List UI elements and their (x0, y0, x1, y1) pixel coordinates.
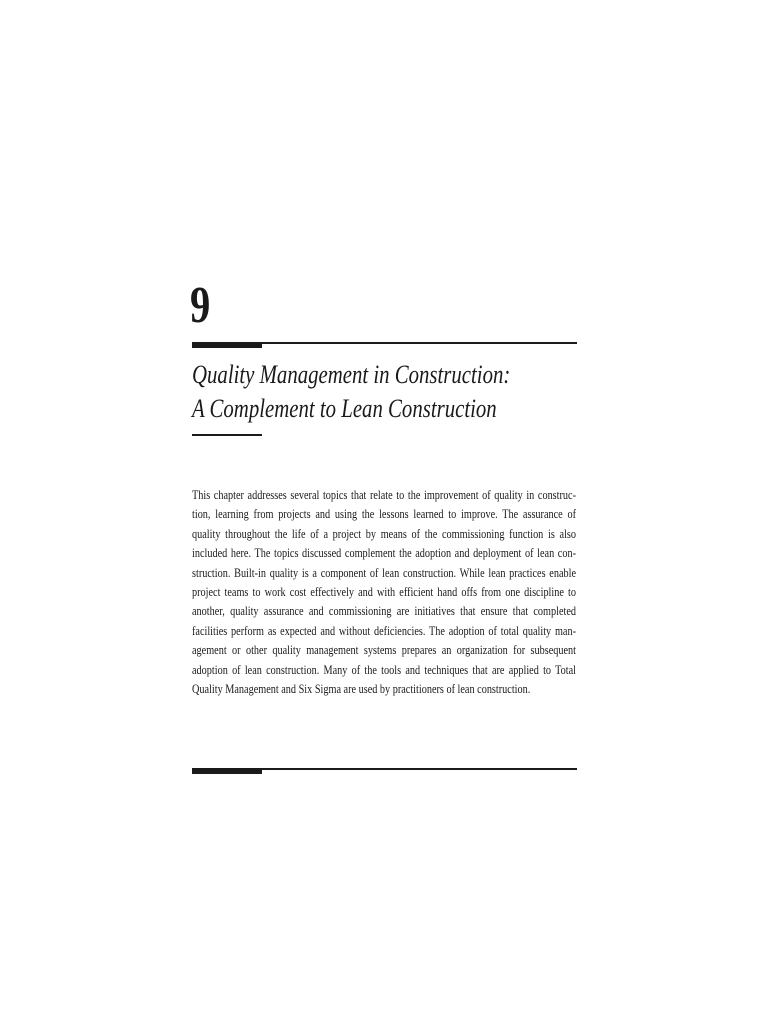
intro-line: another, quality assurance and commissioning are initiatives that ensure that completed (192, 604, 576, 619)
bottom-rule (192, 768, 577, 774)
chapter-title (192, 358, 568, 426)
intro-line: project teams to work cost effectively and with efficient hand offs from one discipline to (192, 585, 576, 600)
intro-line: Quality Management and Six Sigma are used by practitioners of lean construction. (192, 682, 531, 697)
intro-line: facilities perform as expected and without deficiencies. The adoption of total quality man- (192, 623, 576, 638)
chapter-title-line-2: A Complement to Lean Construction (192, 394, 497, 423)
bottom-rule-line (192, 768, 577, 770)
intro-line: tion, learning from projects and using the lessons learned to improve. The assurance of (192, 507, 576, 522)
title-underline (192, 434, 262, 436)
intro-line: included here. The topics discussed complement the adoption and deployment of lean con- (192, 546, 576, 561)
intro-line: quality throughout the life of a project by means of the commissioning function is also (192, 526, 576, 541)
chapter-number: 9 (190, 277, 211, 334)
top-rule (192, 342, 577, 348)
intro-line: struction. Built-in quality is a component of lean construction. While lean practices enable (192, 565, 576, 580)
chapter-title-line-1: Quality Management in Construction: (192, 360, 511, 389)
intro-line: This chapter addresses several topics that relate to the improvement of quality in construc- (192, 488, 576, 502)
intro-line: agement or other quality management systems prepares an organization for subsequent (192, 643, 576, 658)
intro-line: adoption of lean construction. Many of the tools and techniques that are applied to Total (192, 662, 576, 677)
chapter-intro-paragraph (192, 486, 576, 699)
top-rule-accent (192, 342, 262, 348)
